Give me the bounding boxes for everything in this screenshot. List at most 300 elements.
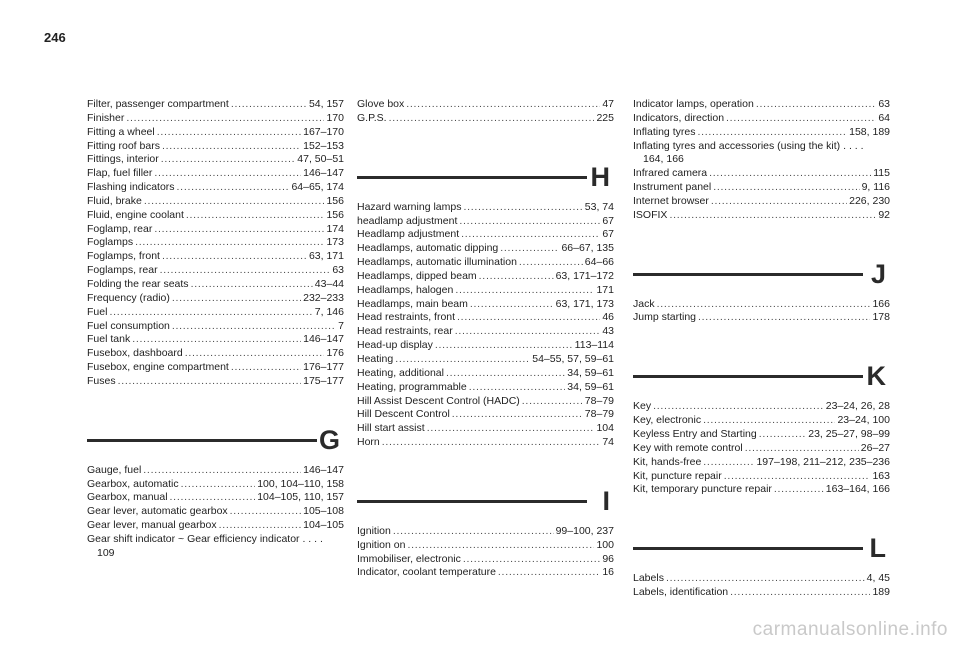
index-pages: 67 — [602, 214, 614, 227]
index-pages: 146–147 — [303, 463, 344, 476]
index-entry[interactable] — [633, 181, 890, 195]
leader-dots — [154, 167, 301, 181]
index-pages: 189 — [872, 586, 890, 599]
index-entry[interactable] — [87, 140, 344, 154]
index-entry[interactable] — [633, 428, 890, 442]
index-term: Kit, puncture repair — [633, 469, 722, 482]
section-letter: I — [602, 485, 610, 516]
section-letter: L — [869, 533, 886, 564]
section-letter: G — [318, 424, 340, 455]
leader-dots — [172, 320, 336, 334]
index-entry[interactable] — [87, 236, 344, 250]
section-letter: K — [866, 361, 886, 392]
index-pages: 104–105, 110, 157 — [257, 491, 344, 504]
index-term: Horn — [357, 436, 380, 449]
index-pages: 100 — [596, 538, 614, 551]
index-entry[interactable] — [357, 98, 614, 112]
index-term: Head-up display — [357, 339, 433, 352]
index-term: Hill Assist Descent Control (HADC) — [357, 394, 520, 407]
leader-dots: . . . . — [299, 532, 323, 545]
index-entry[interactable] — [357, 353, 614, 367]
index-entry[interactable] — [87, 250, 344, 264]
index-term: Fuel tank — [87, 333, 131, 346]
leader-dots — [177, 181, 290, 195]
index-entry[interactable] — [633, 195, 890, 209]
leader-dots — [172, 292, 301, 306]
index-pages: 47 — [602, 98, 614, 110]
leader-dots — [724, 470, 871, 484]
leader-dots — [118, 375, 302, 389]
leader-dots — [160, 264, 331, 278]
leader-dots — [231, 361, 301, 375]
index-pages: 9, 116 — [861, 181, 890, 194]
leader-dots — [759, 428, 807, 442]
index-pages: 63, 171–172 — [555, 269, 614, 282]
index-entry[interactable] — [633, 112, 890, 126]
leader-dots — [143, 464, 301, 478]
leader-dots — [452, 408, 583, 422]
index-term: Indicator, coolant temperature — [357, 566, 496, 579]
index-term: Inflating tyres — [633, 125, 696, 138]
section-letter: J — [870, 258, 886, 289]
index-pages: 163–164, 166 — [825, 483, 890, 496]
section-letter: H — [590, 161, 610, 192]
index-entry[interactable] — [87, 478, 344, 492]
leader-dots — [446, 367, 565, 381]
index-entry[interactable] — [87, 361, 344, 375]
index-entry[interactable] — [357, 525, 614, 539]
index-pages: 100, 104–110, 158 — [257, 477, 344, 490]
leader-dots — [657, 298, 871, 312]
index-term: Fusebox, dashboard — [87, 347, 183, 360]
index-pages: 64 — [878, 111, 890, 124]
section-header-i — [357, 484, 614, 518]
index-pages: 171 — [596, 283, 614, 296]
index-term: Headlamps, main beam — [357, 297, 468, 310]
index-pages: 104 — [596, 422, 614, 435]
leader-dots — [231, 98, 307, 112]
index-term: Ignition on — [357, 538, 406, 551]
leader-dots — [469, 381, 566, 395]
index-pages: 156 — [326, 208, 344, 221]
index-entry[interactable] — [357, 339, 614, 353]
index-term: Flap, fuel filler — [87, 167, 153, 180]
leader-dots — [703, 456, 754, 470]
section-divider — [633, 273, 863, 276]
index-entry[interactable] — [633, 98, 890, 112]
index-term: Instrument panel — [633, 181, 712, 194]
index-entry[interactable] — [87, 347, 344, 361]
index-entry[interactable] — [357, 298, 614, 312]
index-entry[interactable] — [87, 278, 344, 292]
section-header-g — [87, 423, 344, 457]
index-term: Hazard warning lamps — [357, 200, 462, 213]
index-entry[interactable] — [357, 270, 614, 284]
index-term: Key — [633, 400, 652, 413]
index-term: Flashing indicators — [87, 181, 175, 194]
index-pages: 164, 166 — [643, 153, 684, 166]
index-term: Fitting roof bars — [87, 139, 160, 152]
index-entry[interactable] — [633, 400, 890, 414]
index-term: Filter, passenger compartment — [87, 98, 229, 110]
index-entry[interactable] — [357, 311, 614, 325]
index-pages: 78–79 — [584, 408, 614, 421]
index-column-2 — [357, 98, 614, 580]
index-entry[interactable] — [357, 112, 614, 126]
index-term: Glove box — [357, 98, 405, 110]
index-term: Jack — [633, 297, 655, 310]
index-term: ISOFIX — [633, 208, 668, 221]
index-pages: 105–108 — [303, 505, 344, 518]
section-divider — [87, 439, 317, 442]
section-header-l — [633, 531, 890, 565]
index-entry[interactable] — [87, 519, 344, 533]
index-pages: 63, 171, 173 — [555, 297, 614, 310]
index-entry[interactable] — [87, 98, 344, 112]
leader-dots — [455, 284, 594, 298]
leader-dots — [181, 478, 256, 492]
leader-dots — [126, 112, 324, 126]
index-entry[interactable] — [357, 325, 614, 339]
index-term: Heating, additional — [357, 366, 444, 379]
index-term: Foglamp, rear — [87, 222, 153, 235]
index-entry[interactable] — [357, 553, 614, 567]
leader-dots — [698, 311, 870, 325]
leader-dots — [161, 153, 296, 167]
page-number: 246 — [44, 30, 66, 45]
index-entry[interactable] — [87, 195, 344, 209]
index-pages: 96 — [602, 552, 614, 565]
index-term: Fuses — [87, 374, 116, 387]
index-term: Fuel consumption — [87, 319, 170, 332]
index-pages: 54, 157 — [308, 98, 344, 110]
leader-dots — [389, 112, 595, 126]
index-term: Fittings, interior — [87, 153, 159, 166]
leader-dots — [162, 250, 307, 264]
index-term: Internet browser — [633, 194, 709, 207]
index-term: Labels — [633, 572, 664, 585]
index-term: Labels, identification — [633, 586, 729, 599]
index-term: Gear lever, manual gearbox — [87, 519, 217, 532]
index-pages: 152–153 — [303, 139, 344, 152]
index-entry[interactable] — [633, 298, 890, 312]
index-pages: 74 — [602, 436, 614, 449]
index-entry[interactable] — [633, 572, 890, 586]
index-pages: 175–177 — [303, 374, 344, 387]
leader-dots — [745, 442, 859, 456]
index-entry[interactable] — [633, 483, 890, 497]
index-entry[interactable] — [357, 215, 614, 229]
index-entry[interactable] — [87, 209, 344, 223]
leader-dots — [519, 256, 583, 270]
index-pages: 226, 230 — [849, 194, 890, 207]
index-term: Immobiliser, electronic — [357, 552, 461, 565]
index-entry[interactable] — [633, 414, 890, 428]
index-pages: 104–105 — [303, 519, 344, 532]
index-term: Frequency (radio) — [87, 291, 170, 304]
index-entry[interactable] — [633, 311, 890, 325]
index-pages: 174 — [326, 222, 344, 235]
leader-dots — [697, 126, 847, 140]
index-pages: 66–67, 135 — [561, 242, 614, 255]
index-entry[interactable] — [633, 586, 890, 600]
index-pages: 232–233 — [303, 291, 344, 304]
index-pages: 67 — [602, 228, 614, 241]
section-divider — [633, 375, 863, 378]
leader-dots — [459, 215, 600, 229]
section-header-j — [633, 257, 890, 291]
index-term: Gauge, fuel — [87, 463, 142, 476]
index-entry[interactable] — [357, 256, 614, 270]
index-pages: 43–44 — [314, 277, 344, 290]
index-column-1 — [87, 98, 344, 561]
index-term: Fuel — [87, 305, 108, 318]
index-pages: 26–27 — [860, 441, 890, 454]
index-term: Fusebox, engine compartment — [87, 361, 229, 374]
index-entry[interactable] — [357, 242, 614, 256]
index-term: Kit, hands-free — [633, 455, 702, 468]
index-pages: 34, 59–61 — [567, 380, 614, 393]
leader-dots — [144, 195, 325, 209]
index-pages: 113–114 — [574, 339, 614, 352]
index-entry[interactable] — [357, 228, 614, 242]
index-entry[interactable] — [87, 292, 344, 306]
index-term: Keyless Entry and Starting — [633, 427, 757, 440]
index-pages: 54–55, 57, 59–61 — [532, 352, 614, 365]
leader-dots — [382, 436, 601, 450]
index-term: Fluid, brake — [87, 194, 142, 207]
index-entry[interactable] — [87, 375, 344, 389]
index-term: Fitting a wheel — [87, 125, 155, 138]
index-term: Gear shift indicator ~ Gear efficiency indicator — [87, 532, 300, 545]
index-pages: 34, 59–61 — [567, 366, 614, 379]
index-entry[interactable] — [87, 181, 344, 195]
leader-dots — [669, 209, 876, 223]
index-entry[interactable] — [87, 320, 344, 334]
leader-dots — [457, 311, 600, 325]
index-term: Heating, programmable — [357, 380, 467, 393]
index-term: Fluid, engine coolant — [87, 208, 184, 221]
leader-dots — [500, 242, 559, 256]
index-term: Indicators, direction — [633, 111, 725, 124]
index-term: headlamp adjustment — [357, 214, 458, 227]
index-pages: 63 — [332, 264, 344, 277]
index-pages: 64–66 — [584, 256, 614, 269]
index-entry[interactable] — [87, 333, 344, 347]
leader-dots — [230, 505, 301, 519]
index-term: Gearbox, manual — [87, 491, 168, 504]
index-entry[interactable] — [633, 470, 890, 484]
index-entry[interactable] — [87, 505, 344, 519]
leader-dots — [135, 236, 324, 250]
index-term: Inflating tyres and accessories (using the kit) — [633, 139, 841, 152]
index-entry[interactable] — [357, 422, 614, 436]
index-entry[interactable] — [357, 395, 614, 409]
index-entry[interactable] — [357, 436, 614, 450]
index-entry[interactable] — [633, 140, 890, 168]
index-pages: 167–170 — [303, 125, 344, 138]
index-entry[interactable] — [633, 209, 890, 223]
index-entry[interactable] — [87, 464, 344, 478]
index-entry[interactable] — [357, 201, 614, 215]
index-pages: 78–79 — [584, 394, 614, 407]
index-term: Foglamps, front — [87, 250, 160, 263]
index-term: Foglamps — [87, 236, 134, 249]
leader-dots — [653, 400, 824, 414]
leader-dots — [186, 209, 325, 223]
index-pages: 158, 189 — [849, 125, 890, 138]
leader-dots — [455, 325, 601, 339]
leader-dots — [185, 347, 325, 361]
leader-dots — [393, 525, 554, 539]
index-term: Hill start assist — [357, 422, 425, 435]
index-pages: 63 — [878, 98, 890, 110]
index-pages: 43 — [602, 325, 614, 338]
watermark: carmanualsonline.info — [752, 619, 948, 640]
leader-dots — [219, 519, 302, 533]
index-pages: 170 — [326, 111, 344, 124]
index-term: Headlamps, automatic illumination — [357, 256, 517, 269]
index-pages: 23, 25–27, 98–99 — [808, 427, 890, 440]
leader-dots — [463, 553, 600, 567]
index-entry[interactable] — [357, 566, 614, 580]
leader-dots — [522, 395, 583, 409]
index-pages: 63, 171 — [308, 250, 344, 263]
leader-dots — [435, 339, 573, 353]
index-entry[interactable] — [87, 153, 344, 167]
index-term: Foglamps, rear — [87, 264, 158, 277]
index-term: Headlamps, halogen — [357, 283, 454, 296]
leader-dots — [407, 539, 594, 553]
index-term: Finisher — [87, 111, 125, 124]
index-entry[interactable] — [633, 167, 890, 181]
index-entry[interactable] — [87, 112, 344, 126]
index-term: Headlamps, automatic dipping — [357, 242, 499, 255]
leader-dots — [713, 181, 859, 195]
index-entry[interactable] — [357, 367, 614, 381]
index-pages: 146–147 — [303, 167, 344, 180]
section-header-h — [357, 160, 614, 194]
leader-dots — [132, 333, 301, 347]
index-entry[interactable] — [87, 533, 344, 561]
index-entry[interactable] — [87, 223, 344, 237]
index-term: Jump starting — [633, 311, 697, 324]
index-term: Head restraints, rear — [357, 325, 453, 338]
index-pages: 7 — [338, 319, 344, 332]
index-term: Folding the rear seats — [87, 277, 189, 290]
leader-dots — [157, 126, 301, 140]
leader-dots: . . . . — [840, 139, 864, 152]
leader-dots — [498, 566, 600, 580]
leader-dots — [703, 414, 835, 428]
leader-dots — [191, 278, 313, 292]
index-pages: 16 — [602, 566, 614, 579]
index-pages: 225 — [596, 111, 614, 124]
index-pages: 47, 50–51 — [297, 153, 344, 166]
index-pages: 23–24, 100 — [837, 414, 890, 427]
index-entry[interactable] — [633, 442, 890, 456]
index-pages: 4, 45 — [866, 572, 890, 585]
index-term: Heating — [357, 352, 394, 365]
index-pages: 173 — [326, 236, 344, 249]
index-entry[interactable] — [357, 539, 614, 553]
leader-dots — [406, 98, 600, 112]
section-divider — [633, 547, 863, 550]
index-pages: 92 — [878, 208, 890, 221]
index-column-3 — [633, 98, 890, 600]
leader-dots — [470, 298, 554, 312]
leader-dots — [427, 422, 595, 436]
leader-dots — [170, 491, 256, 505]
index-pages: 197–198, 211–212, 235–236 — [756, 455, 890, 468]
index-pages: 7, 146 — [314, 305, 344, 318]
leader-dots — [109, 306, 312, 320]
index-entry[interactable] — [357, 284, 614, 298]
index-pages: 64–65, 174 — [291, 181, 344, 194]
index-pages: 163 — [872, 469, 890, 482]
index-term: Hill Descent Control — [357, 408, 450, 421]
index-pages: 53, 74 — [584, 200, 614, 213]
leader-dots — [154, 223, 324, 237]
leader-dots — [461, 228, 600, 242]
index-pages: 166 — [872, 297, 890, 310]
index-entry[interactable] — [87, 264, 344, 278]
index-pages: 156 — [326, 194, 344, 207]
index-entry[interactable] — [87, 306, 344, 320]
index-pages: 178 — [872, 311, 890, 324]
leader-dots — [162, 140, 301, 154]
index-term: Kit, temporary puncture repair — [633, 483, 772, 496]
index-entry[interactable] — [87, 491, 344, 505]
index-entry[interactable] — [633, 456, 890, 470]
index-term: Key with remote control — [633, 441, 743, 454]
index-entry[interactable] — [633, 126, 890, 140]
index-pages: 146–147 — [303, 333, 344, 346]
index-term: Gear lever, automatic gearbox — [87, 505, 228, 518]
index-term: Key, electronic — [633, 414, 702, 427]
leader-dots — [756, 98, 876, 112]
index-term: G.P.S. — [357, 111, 387, 124]
index-term: Headlamps, dipped beam — [357, 269, 477, 282]
leader-dots — [726, 112, 876, 126]
leader-dots — [463, 201, 582, 215]
index-pages: 115 — [873, 167, 890, 180]
leader-dots — [711, 195, 847, 209]
index-entry[interactable] — [87, 126, 344, 140]
leader-dots — [709, 167, 871, 181]
index-pages: 176 — [326, 347, 344, 360]
index-term: Indicator lamps, operation — [633, 98, 754, 110]
index-pages: 46 — [602, 311, 614, 324]
index-term: Gearbox, automatic — [87, 477, 179, 490]
index-entry[interactable] — [87, 167, 344, 181]
index-pages: 23–24, 26, 28 — [825, 400, 890, 413]
index-pages: 109 — [97, 546, 115, 559]
section-divider — [357, 176, 587, 179]
index-term: Headlamp adjustment — [357, 228, 460, 241]
leader-dots — [774, 483, 824, 497]
index-pages: 176–177 — [303, 361, 344, 374]
leader-dots — [730, 586, 870, 600]
leader-dots — [479, 270, 554, 284]
index-term: Infrared camera — [633, 167, 708, 180]
leader-dots — [666, 572, 865, 586]
index-entry[interactable] — [357, 381, 614, 395]
section-header-k — [633, 359, 890, 393]
index-term: Head restraints, front — [357, 311, 456, 324]
leader-dots — [395, 353, 530, 367]
index-entry[interactable] — [357, 408, 614, 422]
